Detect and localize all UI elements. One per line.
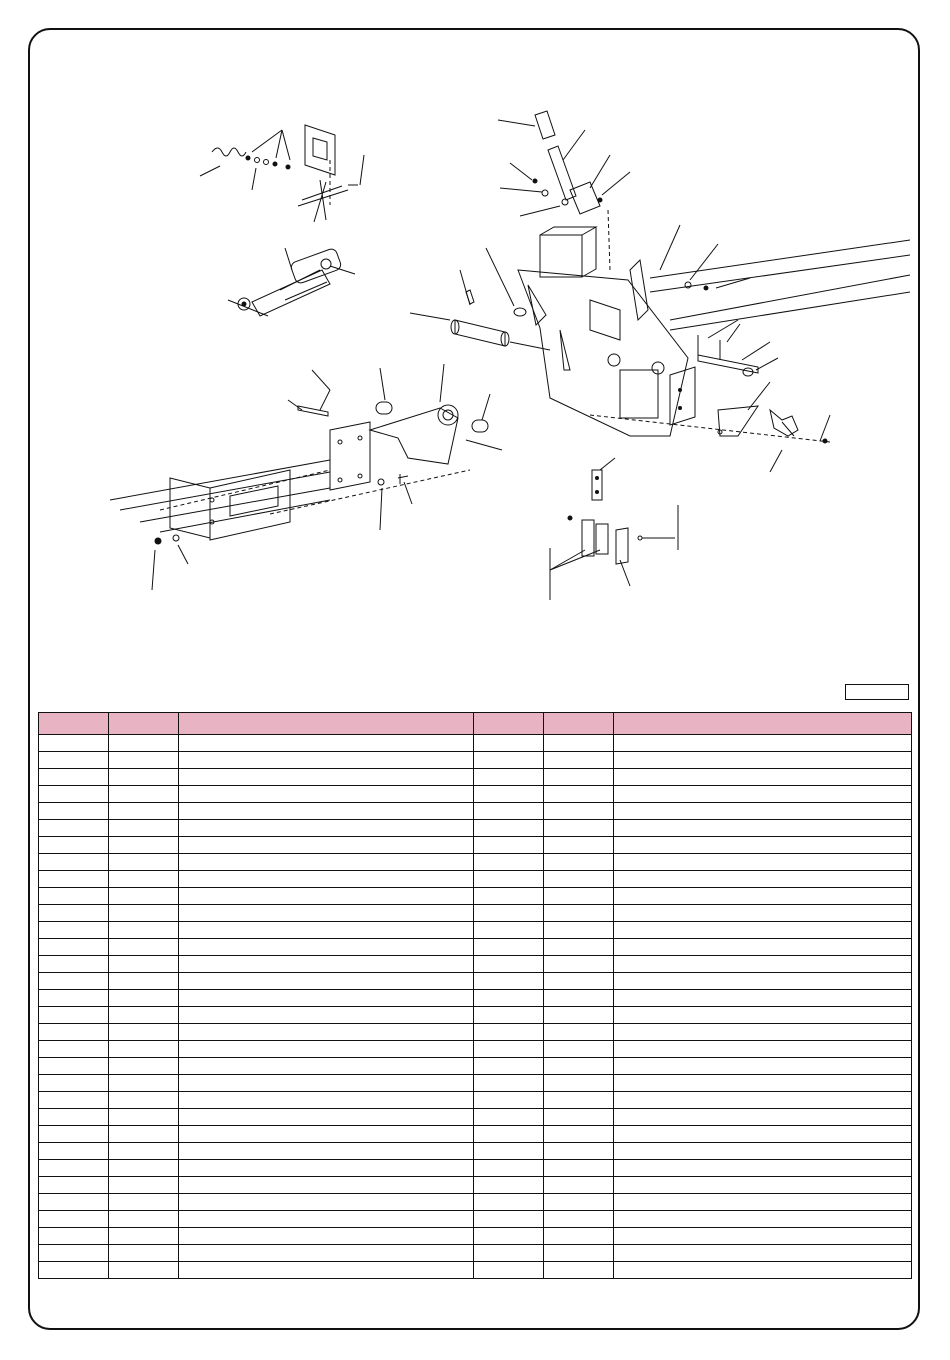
table-cell — [544, 1143, 614, 1160]
table-cell — [109, 871, 179, 888]
table-cell — [474, 1262, 544, 1279]
table-cell — [109, 1041, 179, 1058]
table-cell — [39, 1058, 109, 1075]
table-row — [39, 888, 912, 905]
table-cell — [179, 905, 474, 922]
table-cell — [39, 1245, 109, 1262]
table-cell — [544, 1177, 614, 1194]
table-cell — [179, 939, 474, 956]
table-cell — [544, 752, 614, 769]
table-row — [39, 990, 912, 1007]
table-cell — [179, 735, 474, 752]
table-cell — [614, 871, 912, 888]
table-cell — [614, 973, 912, 990]
table-cell — [544, 1228, 614, 1245]
table-cell — [179, 769, 474, 786]
table-cell — [109, 735, 179, 752]
table-cell — [614, 1143, 912, 1160]
table-cell — [474, 1092, 544, 1109]
table-cell — [474, 871, 544, 888]
table-cell — [544, 1092, 614, 1109]
table-cell — [179, 837, 474, 854]
table-cell — [614, 1160, 912, 1177]
header-description — [179, 713, 474, 735]
table-cell — [179, 871, 474, 888]
table-cell — [544, 803, 614, 820]
table-cell — [109, 854, 179, 871]
table-row — [39, 1160, 912, 1177]
table-cell — [614, 1024, 912, 1041]
table-cell — [39, 1092, 109, 1109]
table-cell — [109, 803, 179, 820]
table-cell — [544, 973, 614, 990]
table-cell — [474, 1058, 544, 1075]
table-cell — [109, 1092, 179, 1109]
table-cell — [179, 1024, 474, 1041]
table-row — [39, 1058, 912, 1075]
table-row — [39, 1245, 912, 1262]
table-cell — [614, 769, 912, 786]
table-cell — [179, 1041, 474, 1058]
table-row — [39, 735, 912, 752]
table-cell — [614, 803, 912, 820]
table-cell — [109, 1007, 179, 1024]
header-ref — [39, 713, 109, 735]
table-cell — [179, 786, 474, 803]
table-cell — [474, 905, 544, 922]
page-number-box — [845, 684, 909, 700]
table-cell — [39, 922, 109, 939]
table-row — [39, 1041, 912, 1058]
table-cell — [179, 1092, 474, 1109]
table-cell — [109, 837, 179, 854]
header-part-no — [109, 713, 179, 735]
table-cell — [614, 1211, 912, 1228]
table-row — [39, 786, 912, 803]
table-cell — [179, 990, 474, 1007]
table-cell — [544, 786, 614, 803]
table-cell — [614, 735, 912, 752]
table-cell — [614, 837, 912, 854]
table-cell — [179, 1143, 474, 1160]
table-cell — [39, 956, 109, 973]
table-cell — [544, 735, 614, 752]
table-cell — [474, 1143, 544, 1160]
table-row — [39, 905, 912, 922]
table-cell — [179, 1109, 474, 1126]
table-cell — [614, 888, 912, 905]
table-row — [39, 871, 912, 888]
table-cell — [544, 871, 614, 888]
table-cell — [179, 1211, 474, 1228]
table-cell — [544, 1194, 614, 1211]
table-cell — [474, 854, 544, 871]
table-cell — [39, 1143, 109, 1160]
table-cell — [109, 1058, 179, 1075]
table-cell — [39, 1228, 109, 1245]
table-cell — [544, 1007, 614, 1024]
table-cell — [614, 922, 912, 939]
table-row — [39, 956, 912, 973]
table-cell — [109, 888, 179, 905]
table-row — [39, 803, 912, 820]
table-cell — [544, 1109, 614, 1126]
table-cell — [614, 990, 912, 1007]
table-cell — [544, 1126, 614, 1143]
table-cell — [614, 1194, 912, 1211]
table-cell — [39, 837, 109, 854]
table-cell — [179, 888, 474, 905]
table-cell — [544, 769, 614, 786]
table-cell — [474, 1024, 544, 1041]
table-cell — [544, 837, 614, 854]
table-cell — [109, 769, 179, 786]
headstock-frame — [518, 227, 695, 436]
table-row — [39, 1262, 912, 1279]
table-cell — [109, 1126, 179, 1143]
table-cell — [474, 1194, 544, 1211]
table-row — [39, 973, 912, 990]
header-part-no-2 — [544, 713, 614, 735]
table-cell — [109, 1075, 179, 1092]
table-cell — [614, 1058, 912, 1075]
table-cell — [109, 1228, 179, 1245]
table-cell — [109, 1177, 179, 1194]
table-cell — [614, 1177, 912, 1194]
table-row — [39, 922, 912, 939]
table-cell — [544, 1075, 614, 1092]
table-cell — [39, 1041, 109, 1058]
drawbar-assembly — [110, 364, 502, 590]
table-cell — [179, 1007, 474, 1024]
table-cell — [474, 1109, 544, 1126]
table-cell — [544, 888, 614, 905]
table-cell — [614, 786, 912, 803]
table-cell — [544, 1245, 614, 1262]
table-cell — [39, 1007, 109, 1024]
header-ref-2 — [474, 713, 544, 735]
table-cell — [474, 752, 544, 769]
table-cell — [39, 1177, 109, 1194]
table-row — [39, 1109, 912, 1126]
table-cell — [544, 1211, 614, 1228]
table-cell — [39, 1109, 109, 1126]
table-cell — [39, 1160, 109, 1177]
table-cell — [544, 956, 614, 973]
table-cell — [544, 1058, 614, 1075]
table-cell — [179, 1245, 474, 1262]
table-row — [39, 1194, 912, 1211]
table-row — [39, 1007, 912, 1024]
table-cell — [544, 939, 614, 956]
table-cell — [474, 769, 544, 786]
table-cell — [614, 1228, 912, 1245]
table-cell — [39, 905, 109, 922]
table-cell — [109, 1211, 179, 1228]
table-row — [39, 837, 912, 854]
table-cell — [39, 752, 109, 769]
parts-list-table — [38, 712, 912, 1279]
table-cell — [39, 1075, 109, 1092]
table-cell — [614, 1126, 912, 1143]
table-cell — [614, 1041, 912, 1058]
table-cell — [614, 820, 912, 837]
table-cell — [109, 752, 179, 769]
table-cell — [109, 1024, 179, 1041]
table-cell — [109, 1194, 179, 1211]
table-cell — [544, 990, 614, 1007]
table-cell — [39, 1194, 109, 1211]
table-row — [39, 1126, 912, 1143]
table-row — [39, 1143, 912, 1160]
table-cell — [474, 888, 544, 905]
table-row — [39, 1092, 912, 1109]
table-cell — [109, 1245, 179, 1262]
table-cell — [109, 939, 179, 956]
table-cell — [474, 1007, 544, 1024]
table-row — [39, 1211, 912, 1228]
table-cell — [109, 905, 179, 922]
table-cell — [39, 1024, 109, 1041]
table-cell — [109, 1262, 179, 1279]
table-cell — [39, 820, 109, 837]
table-cell — [179, 1160, 474, 1177]
table-cell — [109, 1109, 179, 1126]
table-cell — [39, 939, 109, 956]
table-cell — [614, 1262, 912, 1279]
table-cell — [179, 973, 474, 990]
table-cell — [39, 888, 109, 905]
table-cell — [614, 1007, 912, 1024]
table-header-row — [39, 713, 912, 735]
table-row — [39, 854, 912, 871]
table-cell — [474, 1126, 544, 1143]
table-cell — [614, 939, 912, 956]
table-cell — [614, 905, 912, 922]
table-cell — [179, 1262, 474, 1279]
table-cell — [544, 1024, 614, 1041]
table-cell — [179, 1126, 474, 1143]
table-cell — [474, 820, 544, 837]
table-cell — [544, 854, 614, 871]
table-cell — [474, 837, 544, 854]
table-cell — [39, 1211, 109, 1228]
exploded-parts-diagram — [30, 30, 920, 670]
table-cell — [474, 1245, 544, 1262]
table-cell — [109, 786, 179, 803]
table-body — [39, 735, 912, 1279]
table-cell — [544, 820, 614, 837]
table-cell — [614, 1075, 912, 1092]
table-cell — [109, 820, 179, 837]
table-cell — [179, 752, 474, 769]
table-cell — [179, 1058, 474, 1075]
table-cell — [179, 803, 474, 820]
table-cell — [109, 1160, 179, 1177]
table-cell — [474, 1177, 544, 1194]
table-cell — [614, 956, 912, 973]
table-cell — [39, 871, 109, 888]
table-cell — [474, 803, 544, 820]
table-cell — [474, 922, 544, 939]
table-cell — [109, 990, 179, 1007]
table-cell — [544, 1041, 614, 1058]
table-cell — [179, 854, 474, 871]
table-row — [39, 1075, 912, 1092]
table-cell — [474, 735, 544, 752]
table-cell — [474, 1160, 544, 1177]
table-cell — [544, 1160, 614, 1177]
table-cell — [474, 1211, 544, 1228]
table-cell — [179, 1177, 474, 1194]
table-cell — [109, 922, 179, 939]
table-cell — [39, 990, 109, 1007]
table-cell — [544, 1262, 614, 1279]
table-row — [39, 752, 912, 769]
hydraulic-cylinder — [228, 247, 355, 316]
main-beam — [650, 225, 910, 330]
spring-assembly — [200, 125, 364, 222]
table-cell — [179, 1075, 474, 1092]
valve-plate — [590, 382, 830, 472]
table-row — [39, 1177, 912, 1194]
table-cell — [544, 905, 614, 922]
table-cell — [39, 735, 109, 752]
table-cell — [474, 990, 544, 1007]
table-cell — [179, 956, 474, 973]
table-cell — [474, 1228, 544, 1245]
table-cell — [179, 1194, 474, 1211]
table-cell — [474, 956, 544, 973]
table-cell — [474, 1075, 544, 1092]
table-cell — [614, 752, 912, 769]
table-cell — [179, 1228, 474, 1245]
table-cell — [474, 973, 544, 990]
table-cell — [179, 922, 474, 939]
table-cell — [614, 1109, 912, 1126]
table-cell — [39, 803, 109, 820]
lever-handle — [498, 111, 630, 270]
table-row — [39, 1228, 912, 1245]
table-cell — [474, 939, 544, 956]
table-cell — [39, 1126, 109, 1143]
table-cell — [109, 973, 179, 990]
table-cell — [39, 973, 109, 990]
table-cell — [614, 1092, 912, 1109]
table-cell — [109, 956, 179, 973]
table-cell — [544, 922, 614, 939]
table-cell — [39, 1262, 109, 1279]
mounting-plates — [550, 458, 678, 600]
header-description-2 — [614, 713, 912, 735]
table-cell — [39, 854, 109, 871]
table-cell — [179, 820, 474, 837]
table-cell — [614, 1245, 912, 1262]
table-cell — [109, 1143, 179, 1160]
table-cell — [474, 1041, 544, 1058]
table-cell — [474, 786, 544, 803]
table-row — [39, 769, 912, 786]
table-row — [39, 820, 912, 837]
table-row — [39, 1024, 912, 1041]
table-cell — [39, 786, 109, 803]
table-row — [39, 939, 912, 956]
table-cell — [614, 854, 912, 871]
bracket-pin — [698, 320, 778, 376]
table-cell — [39, 769, 109, 786]
